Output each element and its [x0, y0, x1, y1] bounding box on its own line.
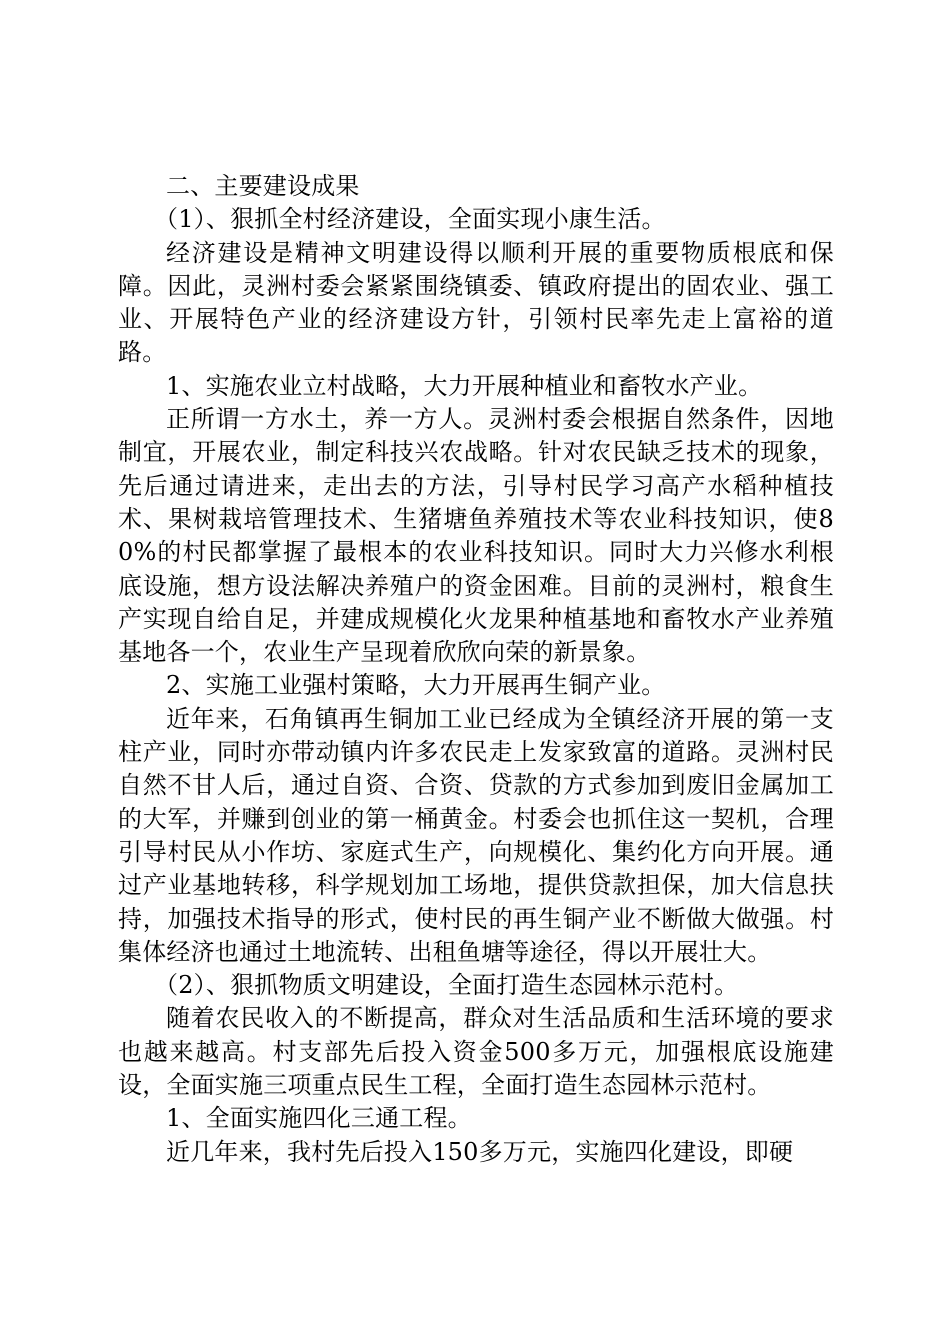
part1-item1-heading: 1、实施农业立村战略，大力开展种植业和畜牧水产业。	[166, 371, 763, 400]
document-body	[118, 170, 834, 1169]
part1-heading: （1）、狠抓全村经济建设，全面实现小康生活。	[154, 205, 666, 234]
part2-item1-heading: 1、全面实施四化三通工程。	[166, 1104, 472, 1133]
part2-item1-paragraph: 近几年来，我村先后投入150多万元，实施四化建设，即硬	[166, 1137, 794, 1166]
part2-heading: （2）、狠抓物质文明建设，全面打造生态园林示范村。	[154, 971, 739, 1000]
section-title: 二、主要建设成果	[166, 172, 360, 200]
part1-item1-paragraph: 正所谓一方水土，养一方人。灵洲村委会根据自然条件，因地制宜，开展农业，制定科技兴农战略。针对农民缺乏技术的现象，先后通过请进来，走出去的方法，引导村民学习高产水稻种植技术、果树栽培管理技术、生猪塘鱼养殖技术等农业科技知识，使80%的村民都掌握了最根本的农业科技知识。同时大力兴修水利根底设施，想方设法解决养殖户的资金困难。目前的灵洲村，粮食生产实现自给自足，并建成规模化火龙果种植基地和畜牧水产业养殖基地各一个，农业生产呈现着欣欣向荣的新景象。	[118, 405, 834, 667]
part1-item2-heading: 2、实施工业强村策略，大力开展再生铜产业。	[166, 671, 666, 700]
part1-intro-paragraph: 经济建设是精神文明建设得以顺利开展的重要物质根底和保障。因此，灵洲村委会紧紧围绕镇委、镇政府提出的固农业、强工业、开展特色产业的经济建设方针，引领村民率先走上富裕的道路。	[118, 238, 834, 367]
part1-item2-paragraph: 近年来，石角镇再生铜加工业已经成为全镇经济开展的第一支柱产业，同时亦带动镇内许多农民走上发家致富的道路。灵洲村民自然不甘人后，通过自资、合资、贷款的方式参加到废旧金属加工的大军，并赚到创业的第一桶黄金。村委会也抓住这一契机，合理引导村民从小作坊、家庭式生产，向规模化、集约化方向开展。通过产业基地转移，科学规划加工场地，提供贷款担保，加大信息扶持，加强技术指导的形式，使村民的再生铜产业不断做大做强。村集体经济也通过土地流转、出租鱼塘等途径，得以开展壮大。	[118, 704, 834, 966]
part2-intro-paragraph: 随着农民收入的不断提高，群众对生活品质和生活环境的要求也越来越高。村支部先后投入资金500多万元，加强根底设施建设，全面实施三项重点民生工程，全面打造生态园林示范村。	[118, 1004, 834, 1100]
